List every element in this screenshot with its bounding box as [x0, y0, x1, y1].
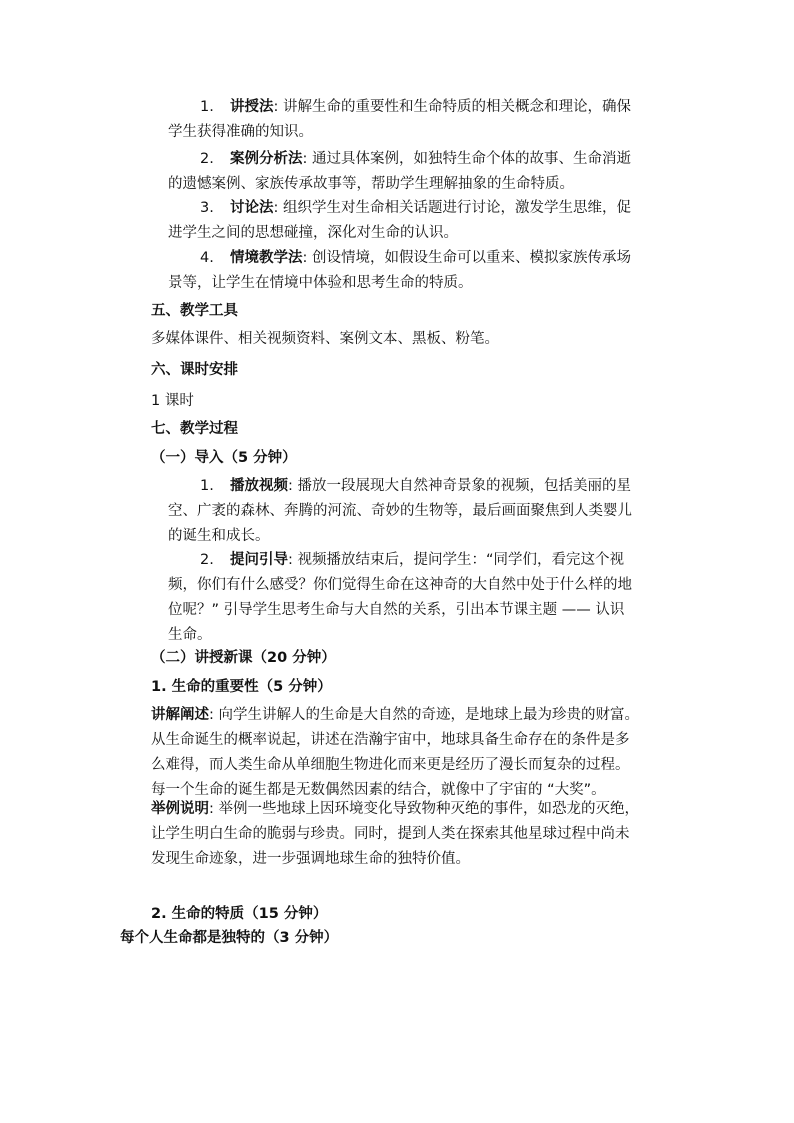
list-number: 2.: [200, 151, 214, 167]
example-text: : 举例一些地球上因环境变化导致物种灭绝的事件，如恐龙的灭绝，: [209, 801, 639, 817]
example-text: 发现生命迹象，进一步强调地球生命的独特价值。: [151, 851, 470, 867]
explain-text: 从生命诞生的概率说起，讲述在浩瀚宇宙中，地球具备生命存在的条件是多: [151, 732, 630, 748]
topic-traits-sub: 每个人生命都是独特的（3 分钟）: [120, 930, 339, 946]
topic-traits: 2. 生命的特质（15 分钟）: [151, 906, 328, 922]
method-term: 讲授法: [230, 99, 274, 115]
example-term: 举例说明: [151, 801, 209, 817]
intro-item-2: [168, 548, 632, 648]
intro-text: : 播放一段展现大自然神奇景象的视频，包括美丽的星: [288, 478, 631, 494]
method-text: 的遗憾案例、家族传承故事等，帮助学生理解抽象的生命特质。: [168, 176, 574, 192]
method-text: : 创设情境，如假设生命可以重来、模拟家族传承场: [302, 250, 631, 266]
method-term: 讨论法: [230, 200, 274, 216]
explain-text: 么难得，而人类生命从单细胞生物进化而来更是经历了漫长而复杂的过程。: [151, 757, 630, 773]
method-text: : 讲解生命的重要性和生命特质的相关概念和理论，确保: [273, 99, 631, 115]
method-item-1: [168, 95, 631, 145]
list-number: 4.: [200, 250, 214, 266]
method-term: 情境教学法: [230, 250, 303, 266]
section-heading-tools: 五、教学工具: [151, 303, 238, 319]
explain-text: 每一个生命的诞生都是无数偶然因素的结合，就像中了宇宙的 “大奖”。: [151, 782, 606, 798]
intro-text: 频，你们有什么感受？你们觉得生命在这神奇的大自然中处于什么样的地: [168, 577, 632, 593]
tools-text: 多媒体课件、相关视频资料、案例文本、黑板、粉笔。: [151, 331, 499, 347]
explain-text: : 向学生讲解人的生命是大自然的奇迹，是地球上最为珍贵的财富。: [209, 707, 639, 723]
intro-term: 提问引导: [230, 552, 288, 568]
intro-text: 的诞生和成长。: [168, 528, 270, 544]
schedule-text: 1 课时: [151, 393, 194, 409]
intro-text: 位呢？” 引导学生思考生命与大自然的关系，引出本节课主题 —— 认识: [168, 602, 625, 618]
method-text: : 通过具体案例，如独特生命个体的故事、生命消逝: [302, 151, 631, 167]
example-paragraph: [151, 797, 639, 872]
list-number: 2.: [200, 552, 214, 568]
list-number: 1.: [200, 99, 214, 115]
method-text: 进学生之间的思想碰撞，深化对生命的认识。: [168, 225, 458, 241]
method-text: 学生获得准确的知识。: [168, 124, 313, 140]
example-text: 让学生明白生命的脆弱与珍贵。同时，提到人类在探索其他星球过程中尚未: [151, 826, 630, 842]
intro-item-1: [168, 474, 632, 549]
section-heading-schedule: 六、课时安排: [151, 362, 238, 378]
intro-text: 生命。: [168, 627, 212, 643]
explain-paragraph: [151, 703, 639, 803]
intro-text: : 视频播放结束后，提问学生：“同学们，看完这个视: [288, 552, 625, 568]
method-item-3: [168, 196, 631, 246]
method-item-4: [168, 246, 631, 296]
section-heading-process: 七、教学过程: [151, 421, 238, 437]
method-item-2: [168, 147, 631, 197]
explain-term: 讲解阐述: [151, 707, 209, 723]
list-number: 3.: [200, 200, 214, 216]
method-term: 案例分析法: [230, 151, 303, 167]
list-number: 1.: [200, 478, 214, 494]
subsection-new-lesson: （二）讲授新课（20 分钟）: [151, 650, 336, 666]
method-text: : 组织学生对生命相关话题进行讨论，激发学生思维，促: [273, 200, 631, 216]
subsection-intro: （一）导入（5 分钟）: [151, 450, 297, 466]
intro-term: 播放视频: [230, 478, 288, 494]
topic-importance: 1. 生命的重要性（5 分钟）: [151, 679, 332, 695]
intro-text: 空、广袤的森林、奔腾的河流、奇妙的生物等，最后画面聚焦到人类婴儿: [168, 503, 632, 519]
method-text: 景等，让学生在情境中体验和思考生命的特质。: [168, 275, 473, 291]
